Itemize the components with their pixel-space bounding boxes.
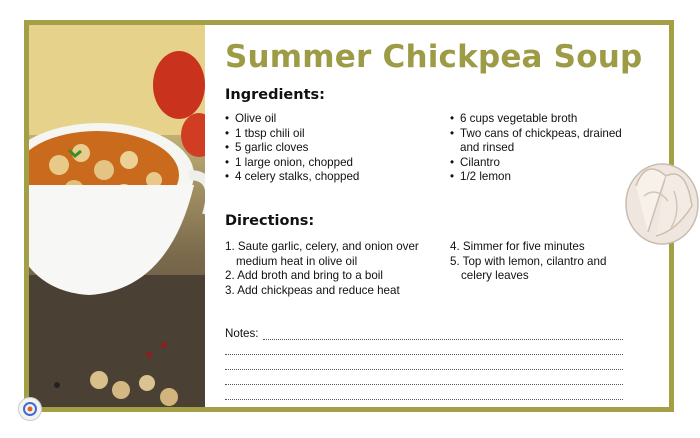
notes-line[interactable]	[225, 385, 623, 400]
list-item: • 4 celery stalks, chopped	[225, 170, 425, 185]
notes-line[interactable]	[225, 355, 623, 370]
directions-heading: Directions:	[225, 213, 315, 229]
directions-list-right	[450, 240, 640, 284]
soup-photo	[29, 25, 205, 407]
notes-label: Notes:	[225, 327, 259, 340]
ingredients-list-right	[450, 112, 630, 185]
notes-first-line	[225, 325, 623, 340]
list-item: • Two cans of chickpeas, drained and rinsed	[450, 127, 630, 156]
notes-line[interactable]	[263, 329, 623, 340]
recipe-title: Summer Chickpea Soup	[225, 39, 643, 75]
recipe-content	[225, 25, 669, 407]
list-item: • Olive oil	[225, 112, 425, 127]
soup-illustration	[29, 25, 205, 407]
list-item: • Cilantro	[450, 156, 630, 171]
list-item: • 1 tbsp chili oil	[225, 127, 425, 142]
list-item: • 5 garlic cloves	[225, 141, 425, 156]
list-item: 3. Add chickpeas and reduce heat	[225, 283, 400, 297]
list-item: • 1 large onion, chopped	[225, 156, 425, 171]
notes-section	[225, 325, 623, 400]
list-item: 2. Add broth and bring to a boil	[225, 269, 383, 283]
notes-line[interactable]	[225, 340, 623, 355]
ingredients-heading: Ingredients:	[225, 87, 325, 103]
list-item: 4. Simmer for five minutes	[450, 240, 585, 253]
list-item: • 6 cups vegetable broth	[450, 112, 630, 127]
notes-line[interactable]	[225, 370, 623, 385]
list-item: 5. Top with lemon, cilantro and celery leaves	[450, 254, 607, 283]
directions-list-left	[225, 240, 435, 298]
logo-icon	[18, 397, 42, 421]
garlic-icon	[616, 146, 700, 250]
ingredients-list-left	[225, 112, 425, 185]
recipe-card	[24, 20, 674, 412]
list-item: • 1/2 lemon	[450, 170, 630, 185]
list-item: 1. Saute garlic, celery, and onion over medium heat in olive oil	[225, 240, 419, 268]
